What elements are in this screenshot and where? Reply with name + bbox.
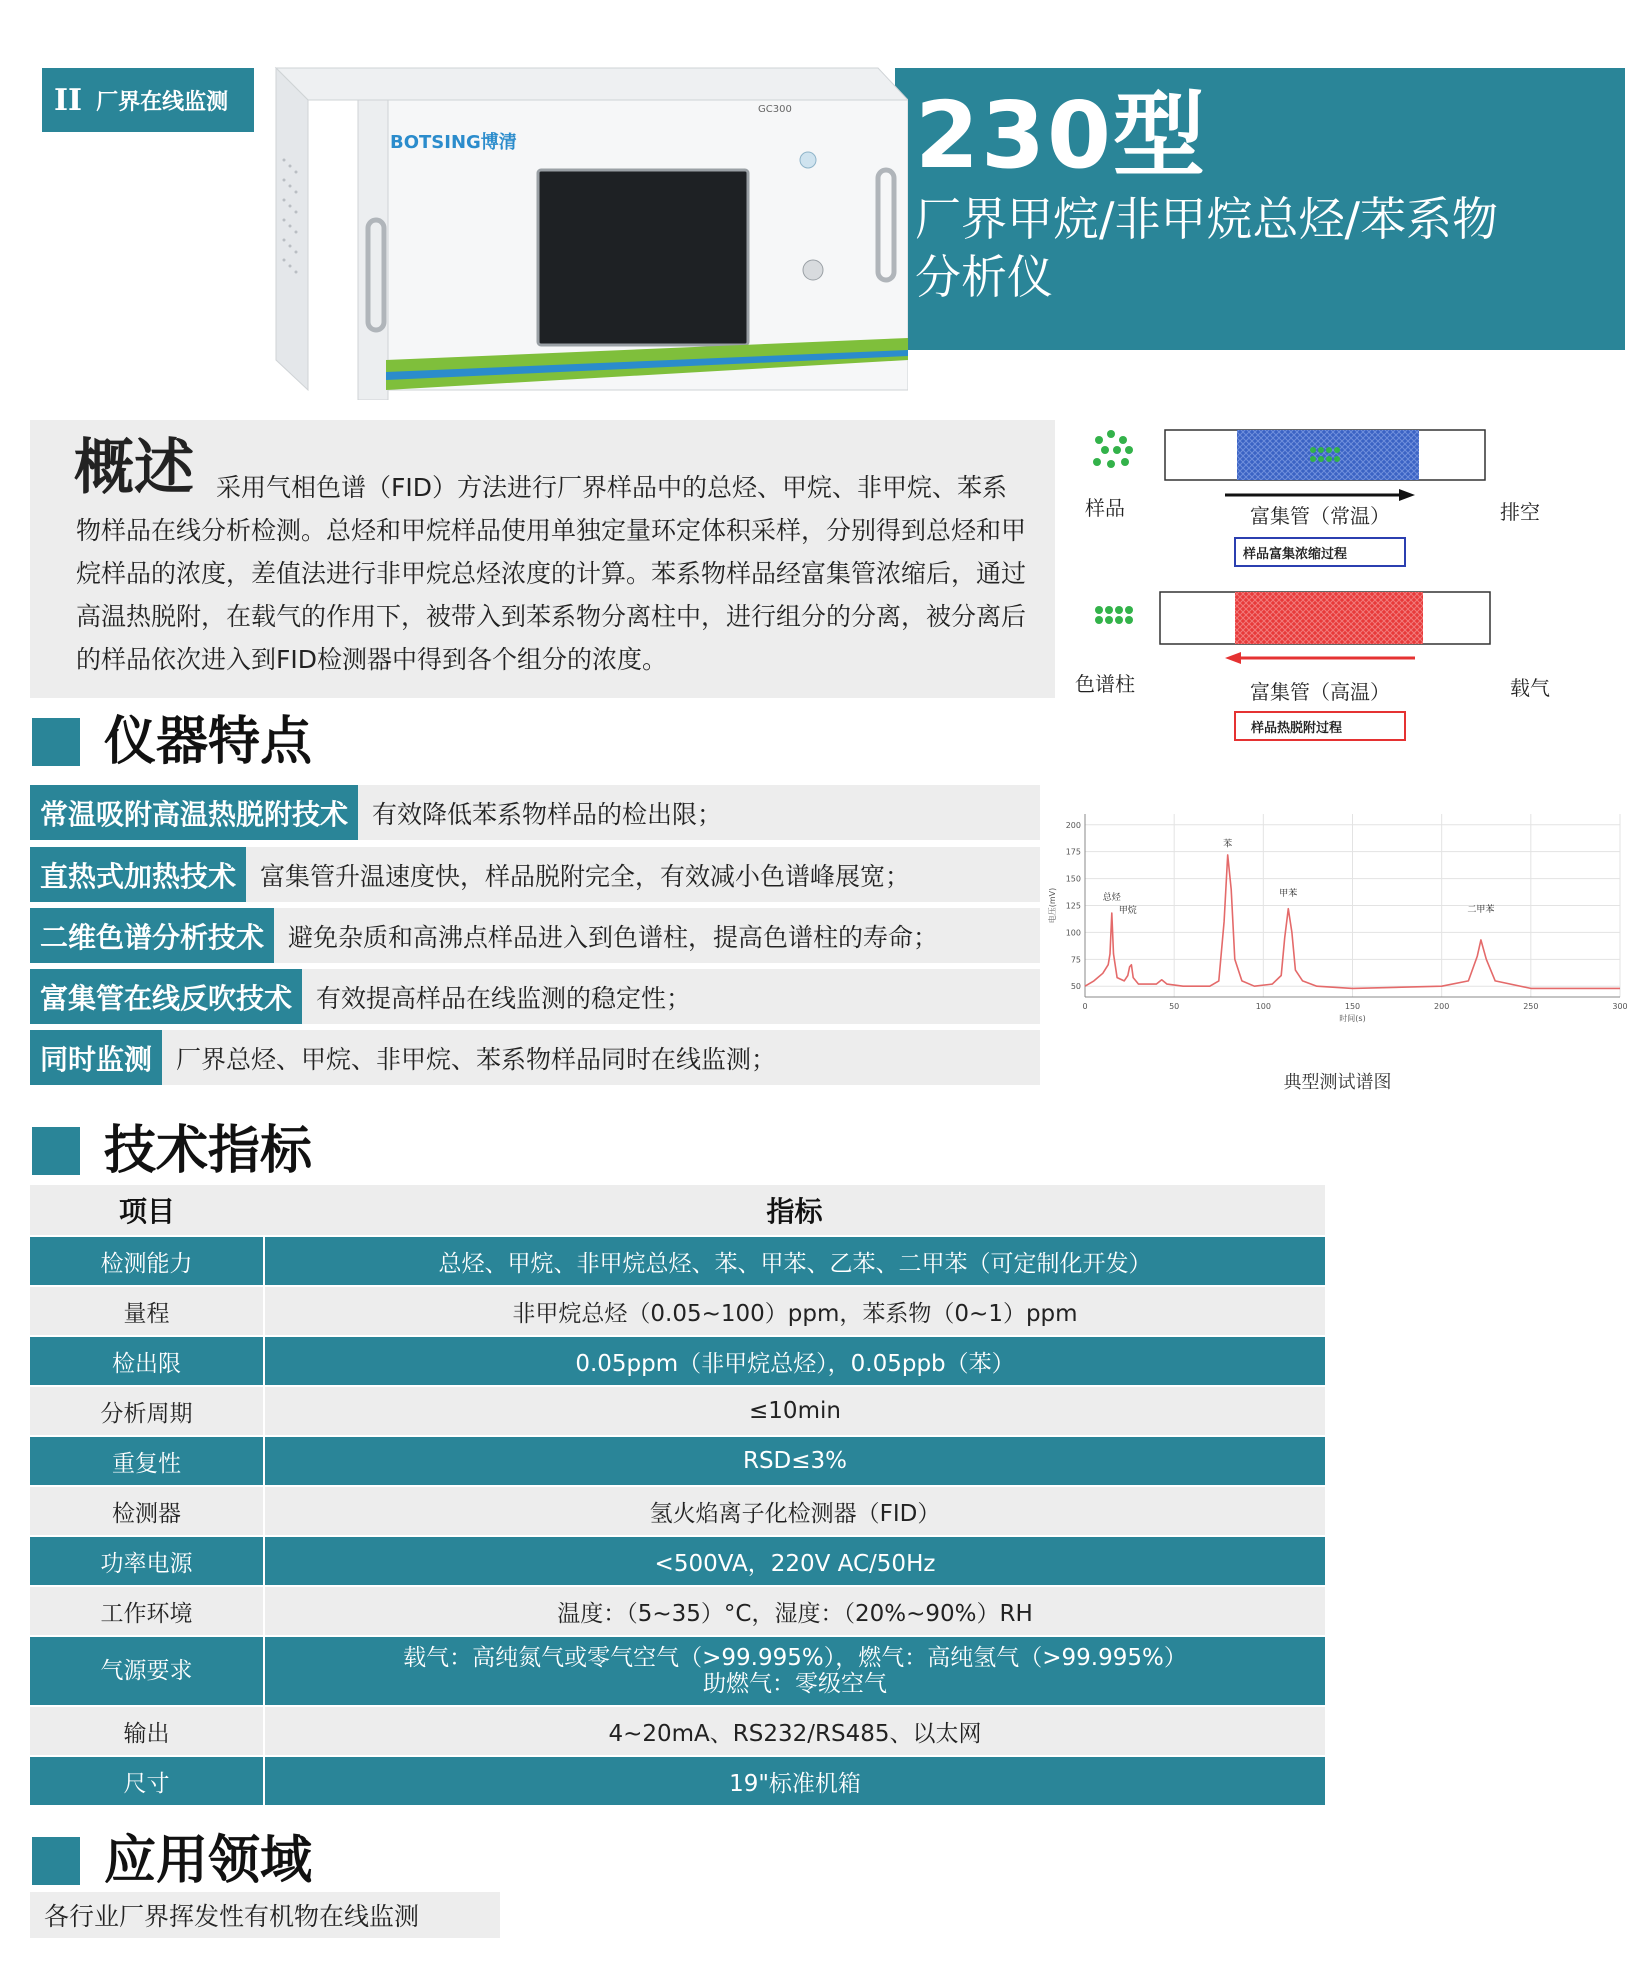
- table-header-row: [30, 1185, 1325, 1236]
- x-tick-label: 300: [1612, 1002, 1628, 1011]
- table-row: [30, 1236, 1325, 1286]
- feature-desc: 富集管升温速度快，样品脱附完全，有效减小色谱峰展宽；: [260, 861, 911, 891]
- feature-desc: 避免杂质和高沸点样品进入到色谱柱，提高色谱柱的寿命；: [288, 922, 939, 952]
- spec-value: <500VA，220V AC/50Hz: [264, 1536, 1325, 1586]
- diagram-bottom-left-label: 色谱柱: [1075, 672, 1135, 696]
- model-number: 230型: [915, 82, 1208, 189]
- spec-item: 输出: [30, 1706, 264, 1756]
- x-tick-label: 250: [1523, 1002, 1539, 1011]
- heading-square: [32, 1837, 80, 1885]
- diagram-bottom-right-label: 载气: [1510, 676, 1550, 700]
- spec-value-line1: 载气：高纯氮气或零气空气（>99.995%），燃气：高纯氢气（>99.995%）: [403, 1645, 1187, 1671]
- spec-value: 4~20mA、RS232/RS485、以太网: [264, 1706, 1325, 1756]
- peak-label: 总烃: [1102, 893, 1121, 904]
- peak-label: 甲烷: [1118, 906, 1137, 917]
- spec-item: 检测能力: [30, 1236, 264, 1286]
- y-tick-label: 100: [1065, 928, 1081, 938]
- diagram-top-caption: 样品富集浓缩过程: [1243, 547, 1348, 562]
- feature-tag: 常温吸附高温热脱附技术: [30, 785, 358, 840]
- chromatogram-caption: 典型测试谱图: [1283, 1072, 1392, 1093]
- spec-item: 尺寸: [30, 1756, 264, 1806]
- device-model-badge: GC300: [758, 104, 792, 115]
- heading-square: [32, 1127, 80, 1175]
- specs-heading: [32, 1121, 313, 1181]
- table-row: [30, 1536, 1325, 1586]
- feature-tag: 富集管在线反吹技术: [30, 969, 302, 1024]
- feature-row: [30, 969, 1040, 1024]
- table-row: [30, 1336, 1325, 1386]
- feature-tag: 同时监测: [30, 1030, 162, 1085]
- table-row: [30, 1486, 1325, 1536]
- feature-desc: 有效提高样品在线监测的稳定性；: [316, 983, 692, 1013]
- product-name-line1: 厂界甲烷/非甲烷总烃/苯系物: [915, 192, 1498, 246]
- spec-item: 检测器: [30, 1486, 264, 1536]
- table-row: [30, 1286, 1325, 1336]
- table-row: [30, 1636, 1325, 1706]
- feature-desc: 厂界总烃、甲烷、非甲烷、苯系物样品同时在线监测；: [176, 1044, 777, 1074]
- diagram-top-right-label: 排空: [1500, 500, 1540, 524]
- table-header-item: 项目: [30, 1185, 264, 1236]
- feature-row: [30, 785, 1040, 840]
- table-row: [30, 1586, 1325, 1636]
- spec-item: 分析周期: [30, 1386, 264, 1436]
- spec-item: 检出限: [30, 1336, 264, 1386]
- application-title: 应用领域: [104, 1831, 313, 1891]
- feature-row: [30, 908, 1040, 963]
- section-roman-numeral: II: [54, 82, 83, 118]
- y-tick-label: 75: [1070, 955, 1081, 965]
- specs-table: [30, 1185, 1325, 1807]
- feature-row: [30, 1030, 1040, 1085]
- table-row: [30, 1386, 1325, 1436]
- x-tick-label: 50: [1169, 1002, 1180, 1011]
- x-tick-label: 200: [1434, 1002, 1450, 1011]
- x-tick-label: 100: [1255, 1002, 1271, 1011]
- spec-value: 氢火焰离子化检测器（FID）: [264, 1486, 1325, 1536]
- table-row: [30, 1706, 1325, 1756]
- application-text: 各行业厂界挥发性有机物在线监测: [30, 1892, 500, 1938]
- feature-tag: 直热式加热技术: [30, 847, 246, 902]
- feature-row: [30, 847, 1040, 902]
- diagram-bottom-caption: 样品热脱附过程: [1251, 721, 1343, 736]
- spec-value: ≤10min: [264, 1386, 1325, 1436]
- spec-value: RSD≤3%: [264, 1436, 1325, 1486]
- spec-item: 工作环境: [30, 1586, 264, 1636]
- spec-item: 功率电源: [30, 1536, 264, 1586]
- section-label: [42, 68, 254, 132]
- application-heading: [32, 1831, 313, 1891]
- diagram-bottom-tube-label: 富集管（高温）: [1250, 680, 1390, 704]
- peak-label: 苯: [1223, 839, 1233, 850]
- spec-item: 重复性: [30, 1436, 264, 1486]
- table-row: [30, 1436, 1325, 1486]
- x-tick-label: 0: [1082, 1002, 1088, 1011]
- y-axis-label: 电压(mV): [1048, 887, 1057, 924]
- peak-label: 二甲苯: [1467, 904, 1495, 915]
- analyzer-device-image: [268, 60, 908, 400]
- heading-square: [32, 718, 80, 766]
- table-row: [30, 1756, 1325, 1806]
- spec-value: 总烃、甲烷、非甲烷总烃、苯、甲苯、乙苯、二甲苯（可定制化开发）: [264, 1236, 1325, 1286]
- spec-value-line2: 助燃气：零级空气: [703, 1671, 887, 1697]
- spec-value: 0.05ppm（非甲烷总烃），0.05ppb（苯）: [264, 1336, 1325, 1386]
- diagram-top-left-label: 样品: [1085, 496, 1125, 520]
- y-tick-label: 175: [1065, 847, 1081, 857]
- spec-item: 气源要求: [30, 1636, 264, 1706]
- diagram-top-tube-label: 富集管（常温）: [1250, 504, 1390, 528]
- spec-item: 量程: [30, 1286, 264, 1336]
- overview-title: 概述: [74, 433, 194, 503]
- chromatogram-chart: [1045, 802, 1630, 1032]
- features-title: 仪器特点: [104, 712, 313, 772]
- product-name: [915, 190, 1615, 306]
- enrichment-diagram: [1075, 420, 1635, 760]
- feature-tag: 二维色谱分析技术: [30, 908, 274, 963]
- y-tick-label: 200: [1065, 820, 1081, 830]
- device-brand-logo: BOTSING博清: [390, 132, 517, 153]
- spec-value: [264, 1636, 1325, 1706]
- specs-title: 技术指标: [104, 1121, 313, 1181]
- x-tick-label: 150: [1344, 1002, 1361, 1011]
- spec-value: 19"标准机箱: [264, 1756, 1325, 1806]
- spec-value: 温度：（5~35）°C，湿度：（20%~90%）RH: [264, 1586, 1325, 1636]
- section-label-text: 厂界在线监测: [96, 89, 229, 115]
- features-heading: [32, 712, 313, 772]
- feature-desc: 有效降低苯系物样品的检出限；: [372, 799, 723, 829]
- y-tick-label: 125: [1065, 901, 1081, 911]
- table-header-value: 指标: [264, 1185, 1325, 1236]
- x-axis-label: 时间(s): [1339, 1014, 1366, 1023]
- overview-text: 采用气相色谱（FID）方法进行厂界样品中的总烃、甲烷、非甲烷、苯系物样品在线分析检测。总烃和甲烷样品使用单独定量环定体积采样，分别得到总烃和甲烷样品的浓度，差值法进行非甲烷总烃浓度的计算。苯系物样品经富集管浓缩后，通过高温热脱附，在载气的作用下，被带入到苯系物分离柱中，进行组分的分离，被分离后的样品依次进入到FID检测器中得到各个组分的浓度。: [76, 473, 1027, 674]
- y-tick-label: 150: [1065, 874, 1081, 884]
- spec-value: 非甲烷总烃（0.05~100）ppm，苯系物（0~1）ppm: [264, 1286, 1325, 1336]
- y-tick-label: 50: [1070, 982, 1081, 992]
- peak-label: 甲苯: [1279, 888, 1298, 899]
- product-name-line2: 分析仪: [915, 250, 1053, 304]
